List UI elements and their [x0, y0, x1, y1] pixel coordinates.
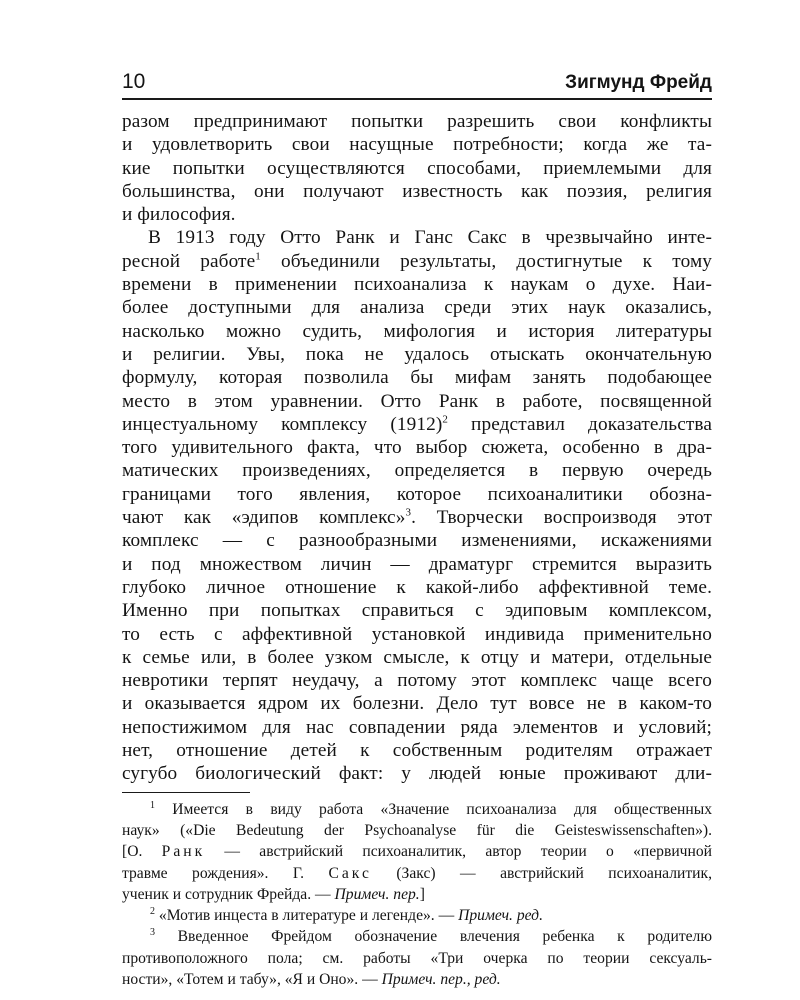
text-line: глубоко личное отношение к какой-либо аффективной теме.: [122, 576, 712, 598]
text-line: Именно при попытках справиться с эдиповым комплексом,: [122, 600, 712, 622]
text-fragment: ресной работе: [122, 250, 256, 272]
text-fragment: Имеется в виду работа «Значение психоанализа для общественных: [155, 800, 712, 818]
text-line: и религии. Увы, пока не удалось отыскать окончательную: [122, 343, 712, 365]
footnote-line: [122, 884, 712, 905]
text-fragment: чают как «эдипов комплекс»: [122, 507, 406, 529]
text-line: место в этом уравнении. Отто Ранк в работе, посвященной: [122, 390, 712, 412]
text-line: и философия.: [122, 204, 236, 226]
spaced-name: Ранк: [161, 843, 206, 861]
page-header: [122, 64, 712, 100]
footnote-divider: [122, 792, 250, 793]
text-line: непостижимом для нас совпадении ряда элементов и условий;: [122, 716, 712, 738]
text-line: невротики терпят неудачу, а потому этот комплекс чаще всего: [122, 670, 712, 692]
text-line: насколько можно судить, мифология и история литературы: [122, 320, 712, 342]
footnote-line: противоположного пола; см. работы «Три очерка по теории сексуаль-: [122, 949, 712, 967]
text-fragment: травме рождения». Г.: [122, 864, 329, 882]
footnote-ref: 2: [442, 413, 448, 426]
footnote-ref: 3: [405, 506, 412, 519]
text-fragment: . Творчески воспроизводя этот: [411, 507, 712, 529]
text-fragment: инцестуальному комплексу (1912): [122, 413, 443, 435]
text-fragment: ности», «Тотем и табу», «Я и Оно». —: [122, 970, 382, 988]
text-line: разом предпринимают попытки разрешить свои конфликты: [122, 111, 712, 132]
footnote-mark: 3: [150, 927, 155, 939]
text-line: нет, отношение детей к собственным родителям отражает: [122, 740, 712, 762]
text-line: кие попытки осуществляются способами, приемлемыми для: [122, 157, 712, 179]
footnote-mark: 1: [150, 799, 155, 811]
footnote-line: [122, 926, 712, 947]
footnote-line: [122, 863, 712, 884]
text-line: матических произведениях, определяется в первую очередь: [122, 460, 712, 482]
text-fragment: — австрийский психоаналитик, автор теории о «первичной: [205, 843, 712, 861]
text-line: [122, 413, 712, 436]
text-line: [122, 506, 712, 529]
running-head: Зигмунд Фрейд: [565, 72, 712, 93]
text-fragment: объединили результаты, достигнутые к тому: [260, 250, 712, 272]
text-line: и оказывается ядром их болезни. Дело тут вовсе не в каком-то: [122, 693, 712, 715]
book-page: [122, 64, 712, 990]
text-line: более доступными для анализа среди этих наук оказались,: [122, 297, 712, 319]
footnote-line: наук» («Die Bedeutung der Psychoanalyse für die Geisteswissenschaften»).: [122, 821, 712, 839]
text-line: к семье или, в более узком смысле, к отцу и матери, отдельные: [122, 646, 712, 668]
footnote-line: [122, 969, 712, 990]
footnote-line: [122, 799, 712, 820]
text-line: границами того явления, которое психоаналитики обозна-: [122, 483, 712, 505]
text-fragment: «Мотив инцеста в литературе и легенде». —: [155, 907, 459, 925]
editor-note: Примеч. пер., ред.: [381, 970, 501, 988]
editor-note: Примеч. ред.: [458, 907, 543, 925]
footnote-line: [122, 841, 712, 862]
text-line: большинства, они получают известность как поэзия, религия: [122, 180, 712, 202]
text-line: формулу, которая позволила бы мифам занять подобающее: [122, 367, 712, 389]
text-fragment: (Закс) — австрийский психоаналитик,: [371, 864, 712, 882]
text-line: того удивительного факта, что выбор сюжета, особенно в дра-: [122, 437, 712, 459]
footnote-line: [122, 905, 712, 926]
text-fragment: представил доказательства: [447, 413, 712, 435]
text-line: В 1913 году Отто Ранк и Ганс Сакс в чрезвычайно инте-: [148, 227, 712, 249]
spaced-name: Сакс: [328, 864, 372, 882]
text-line: времени в применении психоанализа к наукам о духе. Наи-: [122, 274, 712, 296]
text-fragment: [О.: [122, 843, 162, 861]
footnote-ref: 1: [255, 250, 261, 263]
page-number: 10: [122, 70, 146, 93]
editor-note: Примеч. пер.: [334, 885, 420, 903]
text-line: сугубо биологический факт: у людей юные проживают дли-: [122, 763, 712, 785]
text-line: и под множеством личин — драматург стремится выразить: [122, 553, 712, 575]
footnotes: [122, 799, 712, 991]
main-text: [122, 110, 712, 786]
footnote-mark: 2: [150, 905, 155, 917]
text-fragment: Введенное Фрейдом обозначение влечения ребенка к родителю: [155, 928, 712, 946]
text-fragment: ]: [419, 885, 425, 903]
text-line: то есть с аффективной установкой индивида применительно: [122, 623, 712, 645]
text-fragment: ученик и сотрудник Фрейда. —: [122, 885, 335, 903]
text-line: и удовлетворить свои насущные потребности; когда же та-: [122, 134, 712, 156]
text-line: [122, 250, 712, 273]
text-line: комплекс — с разнообразными изменениями, искажениями: [122, 530, 712, 552]
